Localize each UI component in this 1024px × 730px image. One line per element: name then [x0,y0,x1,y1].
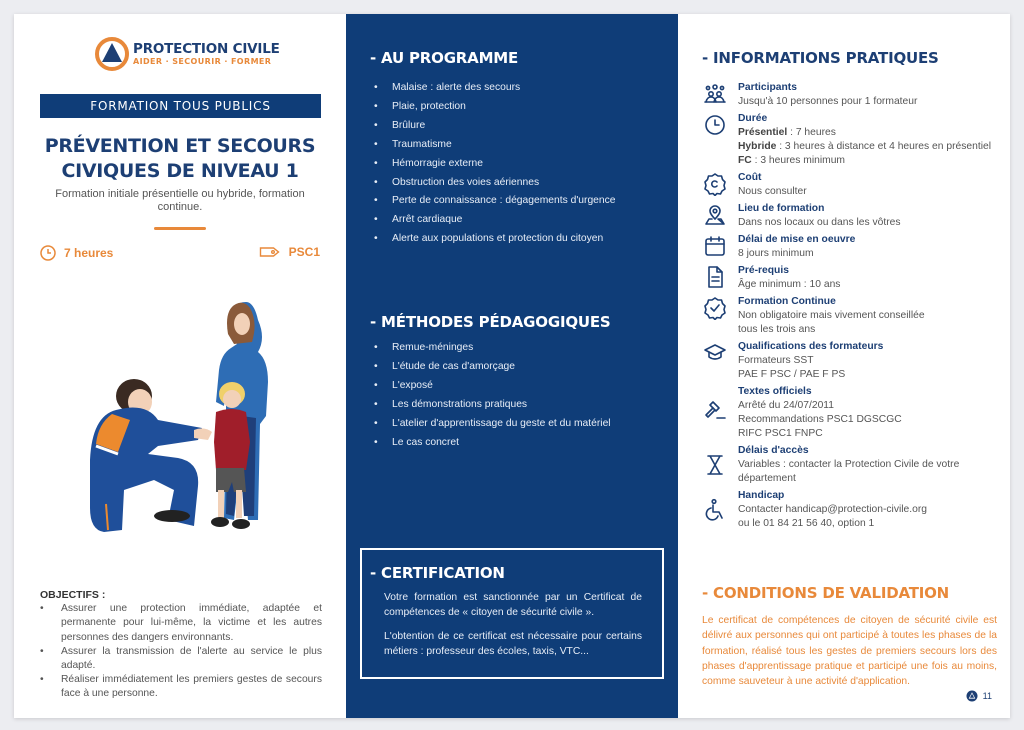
practical-info-title: - INFORMATIONS PRATIQUES [702,49,939,67]
programme-title: - AU PROGRAMME [370,49,519,67]
methods-list [370,339,611,452]
info-handicap [702,489,1002,531]
page-number [966,690,992,702]
info-label: Délais d'accès [738,445,809,456]
info-label: Handicap [738,490,785,501]
info-label: Délai de mise en oeuvre [738,234,856,245]
presentiel-key: Présentiel [738,127,788,138]
title-line-2: CIVIQUES DE NIVEAU 1 [61,160,299,182]
certification-box [360,548,664,679]
method-item: • Les démonstrations pratiques [370,396,611,415]
clock-icon [40,245,56,261]
info-value: Recommandations PSC1 DGSCGC [738,414,902,425]
programme-item: • Perte de connaissance : dégagements d'urgence [370,192,616,211]
validation-section [702,584,997,689]
programme-section [370,49,616,249]
validation-text: Le certificat de compétences de citoyen de sécurité civile est délivré aux personnes qui ont participé à toutes les phases de la formation, réalisé tous les gestes de premiers secours lors des phases d'apprentissage pratique et participé une fois au moins, comme sauveteur à une activité d'application. [702,615,997,688]
logo-name: PROTECTION CIVILE [133,40,280,57]
hybride-value: : 3 heures à distance et 4 heures en présentiel [776,141,991,152]
handicap-phone: ou le 01 84 21 56 40, option 1 [738,518,875,529]
title-line-1: PRÉVENTION ET SECOURS [44,135,316,157]
left-column [14,14,346,718]
programme-item: • Brûlure [370,117,616,136]
info-lieu [702,202,1002,230]
certification-text-1: Votre formation est sanctionnée par un Certificat de compétences de « citoyen de sécurité civile ». [384,592,642,618]
info-value: PAE F PSC / PAE F PS [738,369,846,380]
duration-text: 7 heures [64,246,114,260]
group-icon [703,82,727,106]
info-value: tous les trois ans [738,324,816,335]
method-item: • L'exposé [370,377,611,396]
certification-text-2: L'obtention de ce certificat est nécessaire pour certains métiers : professeur des écoles, taxis, VTC... [384,631,642,657]
certification-title: - CERTIFICATION [370,564,505,582]
info-value: Nous consulter [738,186,807,197]
info-value: Dans nos locaux ou dans les vôtres [738,217,901,228]
methods-title: - MÉTHODES PÉDAGOGIQUES [370,313,611,331]
objectives-title: OBJECTIFS : [40,589,106,601]
info-delai [702,233,1002,261]
logo-small-icon [966,690,978,702]
objective-item: • Assurer la transmission de l'alerte au service le plus adapté. [40,645,322,673]
first-aid-illustration [76,284,290,546]
info-value: Non obligatoire mais vivement conseillée [738,310,925,321]
hybride-key: Hybride [738,141,777,152]
info-participants [702,81,1002,109]
gavel-icon [703,398,727,422]
duration-meta [40,245,113,261]
orange-divider [154,227,206,230]
programme-item: • Hémorragie externe [370,155,616,174]
info-label: Pré-requis [738,265,789,276]
validation-title: - CONDITIONS DE VALIDATION [702,584,950,602]
info-value: Âge minimum : 10 ans [738,279,841,290]
info-value [738,126,1002,140]
fc-value: : 3 heures minimum [751,155,846,166]
method-item: • Le cas concret [370,434,611,453]
clock-icon [703,113,727,137]
hourglass-icon [703,453,727,477]
info-value: Arrêté du 24/07/2011 [738,400,834,411]
logo-triangle-icon [95,37,129,71]
calendar-icon [703,234,727,258]
presentiel-value: : 7 heures [787,127,836,138]
methods-section [370,313,611,452]
info-label: Formation Continue [738,296,836,307]
handicap-email[interactable]: Contacter handicap@protection-civile.org [738,504,928,515]
info-prerequis [702,264,1002,292]
info-value: RIFC PSC1 FNPC [738,428,823,439]
objectives-list [40,602,322,701]
info-cout [702,171,1002,199]
objectives-section [40,588,322,702]
badge-check-icon [703,296,727,320]
programme-list [370,79,616,249]
info-acces [702,444,1002,486]
info-label: Lieu de formation [738,203,825,214]
graduation-cap-icon [703,341,727,365]
programme-item: • Alerte aux populations et protection du citoyen [370,230,616,249]
brochure-page [14,14,1010,718]
audience-banner: FORMATION TOUS PUBLICS [40,94,321,118]
document-icon [703,265,727,289]
info-value [738,140,1002,154]
info-formation-continue [702,295,1002,337]
protection-civile-logo [95,37,280,71]
programme-item: • Arrêt cardiaque [370,211,616,230]
tag-icon [259,246,281,258]
objective-item: • Réaliser immédiatement les premiers gestes de secours face à une personne. [40,673,322,701]
practical-info-section [702,49,1002,534]
info-label: Participants [738,82,797,93]
info-label: Coût [738,172,762,183]
info-value: Variables : contacter la Protection Civile de votre département [738,459,960,484]
page-number-text: 11 [982,691,992,701]
fc-key: FC [738,155,752,166]
info-value: 8 jours minimum [738,248,814,259]
code-meta [259,245,320,259]
objective-item: • Assurer une protection immédiate, adaptée et permanente pour lui-même, la victime et les autres personnes des dangers environnants. [40,602,322,645]
info-duree [702,112,1002,168]
method-item: • L'étude de cas d'amorçage [370,358,611,377]
subtitle: Formation initiale présentielle ou hybride, formation continue. [55,188,305,213]
middle-column [346,14,678,718]
location-person-icon [703,203,727,227]
info-qualifications [702,340,1002,382]
coin-icon [703,172,727,196]
info-textes [702,385,1002,441]
method-item: • Remue-méninges [370,339,611,358]
wheelchair-icon [703,498,727,522]
info-value: Jusqu'à 10 personnes pour 1 formateur [738,96,918,107]
programme-item: • Plaie, protection [370,98,616,117]
info-value: Formateurs SST [738,355,814,366]
info-value [738,154,1002,168]
page-title [24,134,336,184]
right-column [678,14,1010,718]
logo-tagline: AIDER · SECOURIR · FORMER [133,56,272,66]
programme-item: • Traumatisme [370,136,616,155]
programme-item: • Malaise : alerte des secours [370,79,616,98]
info-label: Durée [738,113,768,124]
method-item: • L'atelier d'apprentissage du geste et du matériel [370,415,611,434]
programme-item: • Obstruction des voies aériennes [370,174,616,193]
info-label: Qualifications des formateurs [738,341,884,352]
info-label: Textes officiels [738,386,812,397]
code-text: PSC1 [288,245,320,259]
